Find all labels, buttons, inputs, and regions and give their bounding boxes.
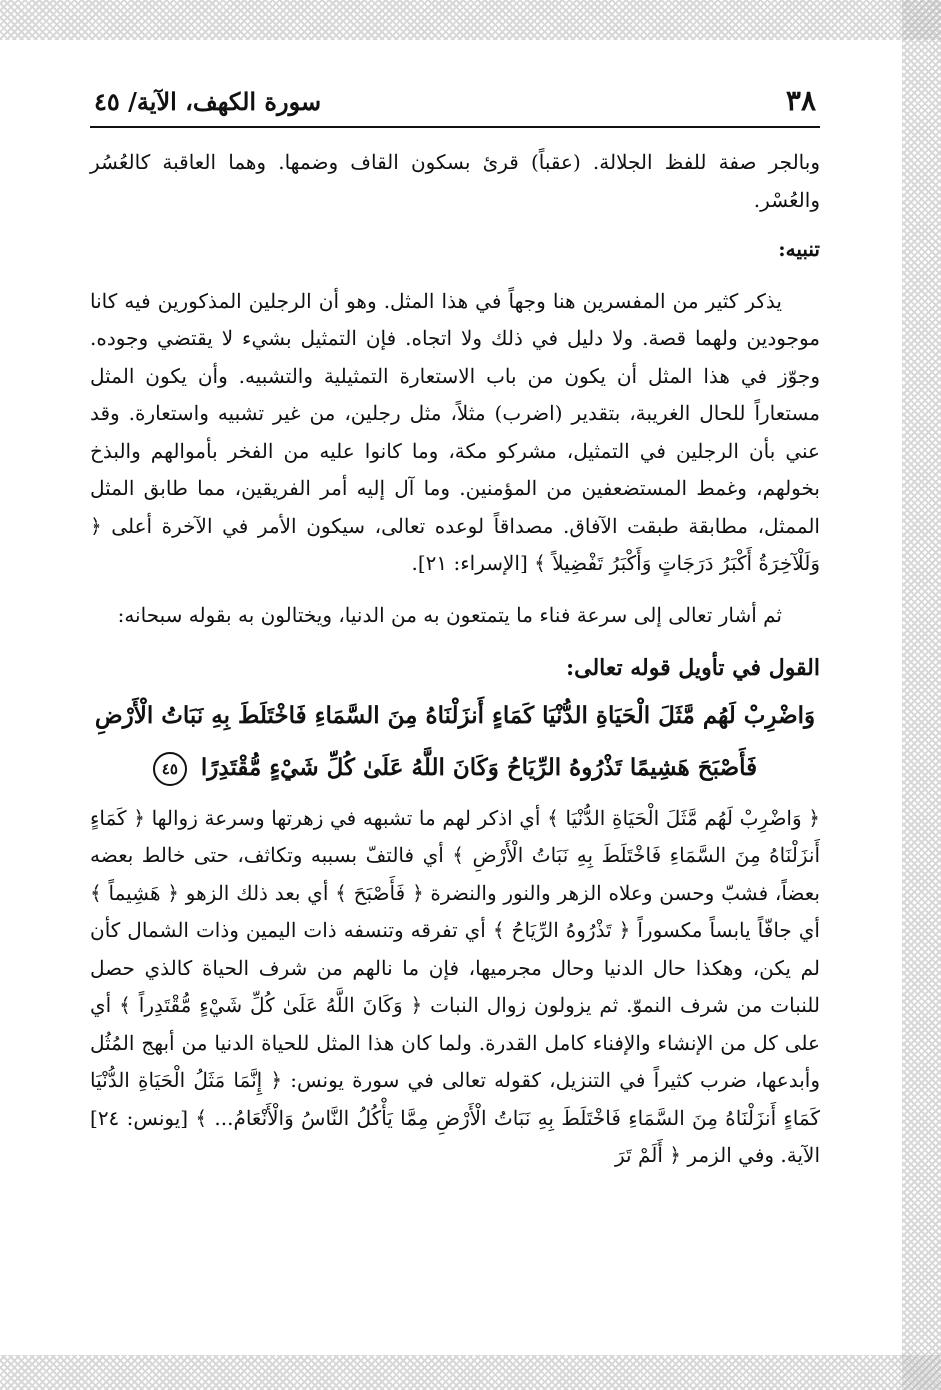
- paragraph-2: يذكر كثير من المفسرين هنا وجهاً في هذا المثل. وهو أن الرجلين المذكورين فيه كانا موجودين ولهما قصة. ولا دليل في ذلك ولا اتجاه. فإن التمثيل بشيء لا يقتضي وجوده. وجوّز في هذا المثل أن يكون من باب الاستعارة التمثيلية والتشبيه. وأن يكون المثل مستعاراً للحال الغريبة، بتقدير (اضرب) مثلاً، مثل رجلين، من غير تشبيه واستعارة. وقد عني بأن الرجلين في التمثيل، مشركو مكة، وما كانوا عليه من الفخر بأموالهم والبذخ بخولهم، وغمط المستضعفين من المؤمنين. وما آل إليه أمر الفريقين، مما طابق المثل الممثل، مطابقة طبقت الآفاق. مصداقاً لوعده تعالى، سيكون الأمر في الآخرة أعلى ﴿ وَلَلْآخِرَةُ أَكْبَرُ دَرَجَاتٍ وَأَكْبَرُ تَفْضِيلاً ﴾ [الإسراء: ٢١].: [90, 288, 821, 575]
- book-page: [90, 84, 820, 1175]
- page-body: [90, 144, 820, 1175]
- decorative-border-bottom: [0, 1355, 941, 1390]
- quran-verse: [90, 690, 820, 794]
- decorative-border-top: [0, 0, 941, 40]
- paragraph-3: ثم أشار تعالى إلى سرعة فناء ما يتمتعون به من الدنيا، ويختالون به بقوله سبحانه:: [117, 602, 782, 627]
- running-header: [90, 84, 820, 128]
- verse-number-marker: ٤٥: [153, 752, 187, 786]
- paragraph-4: ﴿ وَاضْرِبْ لَهُم مَّثَلَ الْحَيَاةِ الدُّنْيَا ﴾ أي اذكر لهم ما تشبهه في زهرتها وسرعة زوالها ﴿ كَمَاءٍ أَنزَلْنَاهُ مِنَ السَّمَاءِ فَاخْتَلَطَ بِهِ نَبَاتُ الْأَرْضِ ﴾ أي فالتفّ بسببه وتكاثف، حتى خالط بعضه بعضاً، فشبّ وحسن وعلاه الزهر والنور والنضرة ﴿ فَأَصْبَحَ ﴾ أي بعد ذلك الزهو ﴿ هَشِيماً ﴾ أي جافّاً يابساً مكسوراً ﴿ تَذْرُوهُ الرِّيَاحُ ﴾ أي تفرقه وتنسفه ذات اليمين وذات الشمال كأن لم يكن، وهكذا حال الدنيا وحال مجرميها، فإن ما نالهم من شرف الحياة كالذي حصل للنبات من شرف النموّ. ثم يزولون زوال النبات ﴿ وَكَانَ اللَّهُ عَلَىٰ كُلِّ شَيْءٍ مُّقْتَدِراً ﴾ أي على كل من الإنشاء والإفناء كامل القدرة. ولما كان هذا المثل للحياة الدنيا من أبهج المُثُل وأبدعها، ضرب كثيراً في التنزيل، كقوله تعالى في سورة يونس: ﴿ إِنَّمَا مَثَلُ الْحَيَاةِ الدُّنْيَا كَمَاءٍ أَنزَلْنَاهُ مِنَ السَّمَاءِ فَاخْتَلَطَ بِهِ نَبَاتُ الْأَرْضِ مِمَّا يَأْكُلُ النَّاسُ وَالْأَنْعَامُ... ﴾ [يونس: ٢٤] الآية. وفي الزمر ﴿ أَلَمْ تَرَ: [90, 805, 820, 1167]
- section-heading: القول في تأويل قوله تعالى:: [566, 655, 820, 681]
- page-number: ٣٨: [785, 84, 816, 117]
- verse-line-1: وَاضْرِبْ لَهُم مَّثَلَ الْحَيَاةِ الدُّنْيَا كَمَاءٍ أَنزَلْنَاهُ مِنَ السَّمَاءِ فَاخْتَلَطَ بِهِ نَبَاتُ الْأَرْضِ: [94, 701, 816, 729]
- verse-line-2-text: فَأَصْبَحَ هَشِيمًا تَذْرُوهُ الرِّيَاحُ وَكَانَ اللَّهُ عَلَىٰ كُلِّ شَيْءٍ مُّقْتَدِرًا: [200, 753, 758, 781]
- running-head-title: سورة الكهف، الآية/ ٤٥: [94, 87, 322, 116]
- paragraph-1: وبالجر صفة للفظ الجلالة. (عقباً) قرئ بسكون القاف وضمها. وهما العاقبة كالعُسُر والعُسْر.: [90, 150, 820, 212]
- note-heading: تنبيه:: [778, 237, 820, 261]
- decorative-border-right: [902, 0, 941, 1390]
- verse-line-2: [90, 742, 820, 794]
